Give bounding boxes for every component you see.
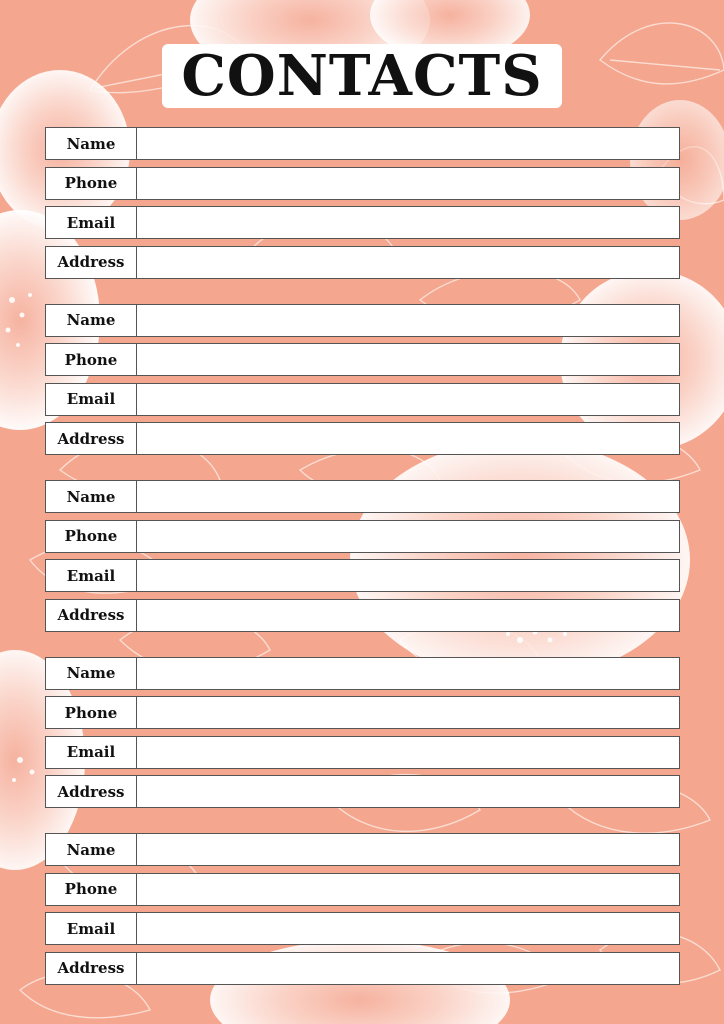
field-label: Name xyxy=(45,304,137,337)
field-label: Email xyxy=(45,206,137,239)
contact-row-address xyxy=(45,422,680,455)
field-label: Address xyxy=(45,422,137,455)
contacts-list xyxy=(45,127,680,1010)
email-field[interactable] xyxy=(137,736,680,769)
contact-row-email xyxy=(45,383,680,416)
contact-row-address xyxy=(45,775,680,808)
contact-card xyxy=(45,480,680,632)
contact-row-name xyxy=(45,833,680,866)
contact-row-phone xyxy=(45,520,680,553)
page-title: CONTACTS xyxy=(181,43,543,109)
contact-row-email xyxy=(45,559,680,592)
field-label: Name xyxy=(45,127,137,160)
field-label: Email xyxy=(45,736,137,769)
field-label: Address xyxy=(45,952,137,985)
field-label: Email xyxy=(45,383,137,416)
field-label: Address xyxy=(45,599,137,632)
field-label: Phone xyxy=(45,696,137,729)
field-label: Name xyxy=(45,657,137,690)
contact-row-name xyxy=(45,304,680,337)
contact-row-email xyxy=(45,206,680,239)
contact-row-phone xyxy=(45,167,680,200)
field-label: Name xyxy=(45,833,137,866)
phone-field[interactable] xyxy=(137,167,680,200)
email-field[interactable] xyxy=(137,559,680,592)
field-label: Email xyxy=(45,559,137,592)
field-label: Address xyxy=(45,246,137,279)
title-banner xyxy=(162,44,562,108)
name-field[interactable] xyxy=(137,657,680,690)
field-label: Phone xyxy=(45,873,137,906)
phone-field[interactable] xyxy=(137,873,680,906)
field-label: Name xyxy=(45,480,137,513)
contact-row-phone xyxy=(45,696,680,729)
email-field[interactable] xyxy=(137,206,680,239)
contact-row-phone xyxy=(45,343,680,376)
field-label: Email xyxy=(45,912,137,945)
email-field[interactable] xyxy=(137,912,680,945)
field-label: Phone xyxy=(45,520,137,553)
contact-card xyxy=(45,304,680,456)
phone-field[interactable] xyxy=(137,520,680,553)
contact-row-email xyxy=(45,912,680,945)
name-field[interactable] xyxy=(137,304,680,337)
address-field[interactable] xyxy=(137,246,680,279)
field-label: Address xyxy=(45,775,137,808)
name-field[interactable] xyxy=(137,480,680,513)
contact-row-address xyxy=(45,246,680,279)
contact-row-address xyxy=(45,599,680,632)
contact-card xyxy=(45,833,680,985)
contact-row-name xyxy=(45,480,680,513)
field-label: Phone xyxy=(45,167,137,200)
contact-card xyxy=(45,127,680,279)
contact-row-email xyxy=(45,736,680,769)
name-field[interactable] xyxy=(137,833,680,866)
phone-field[interactable] xyxy=(137,343,680,376)
address-field[interactable] xyxy=(137,599,680,632)
contact-row-name xyxy=(45,127,680,160)
phone-field[interactable] xyxy=(137,696,680,729)
name-field[interactable] xyxy=(137,127,680,160)
contact-row-address xyxy=(45,952,680,985)
email-field[interactable] xyxy=(137,383,680,416)
address-field[interactable] xyxy=(137,775,680,808)
contact-row-name xyxy=(45,657,680,690)
field-label: Phone xyxy=(45,343,137,376)
contact-card xyxy=(45,657,680,809)
contact-row-phone xyxy=(45,873,680,906)
address-field[interactable] xyxy=(137,422,680,455)
address-field[interactable] xyxy=(137,952,680,985)
